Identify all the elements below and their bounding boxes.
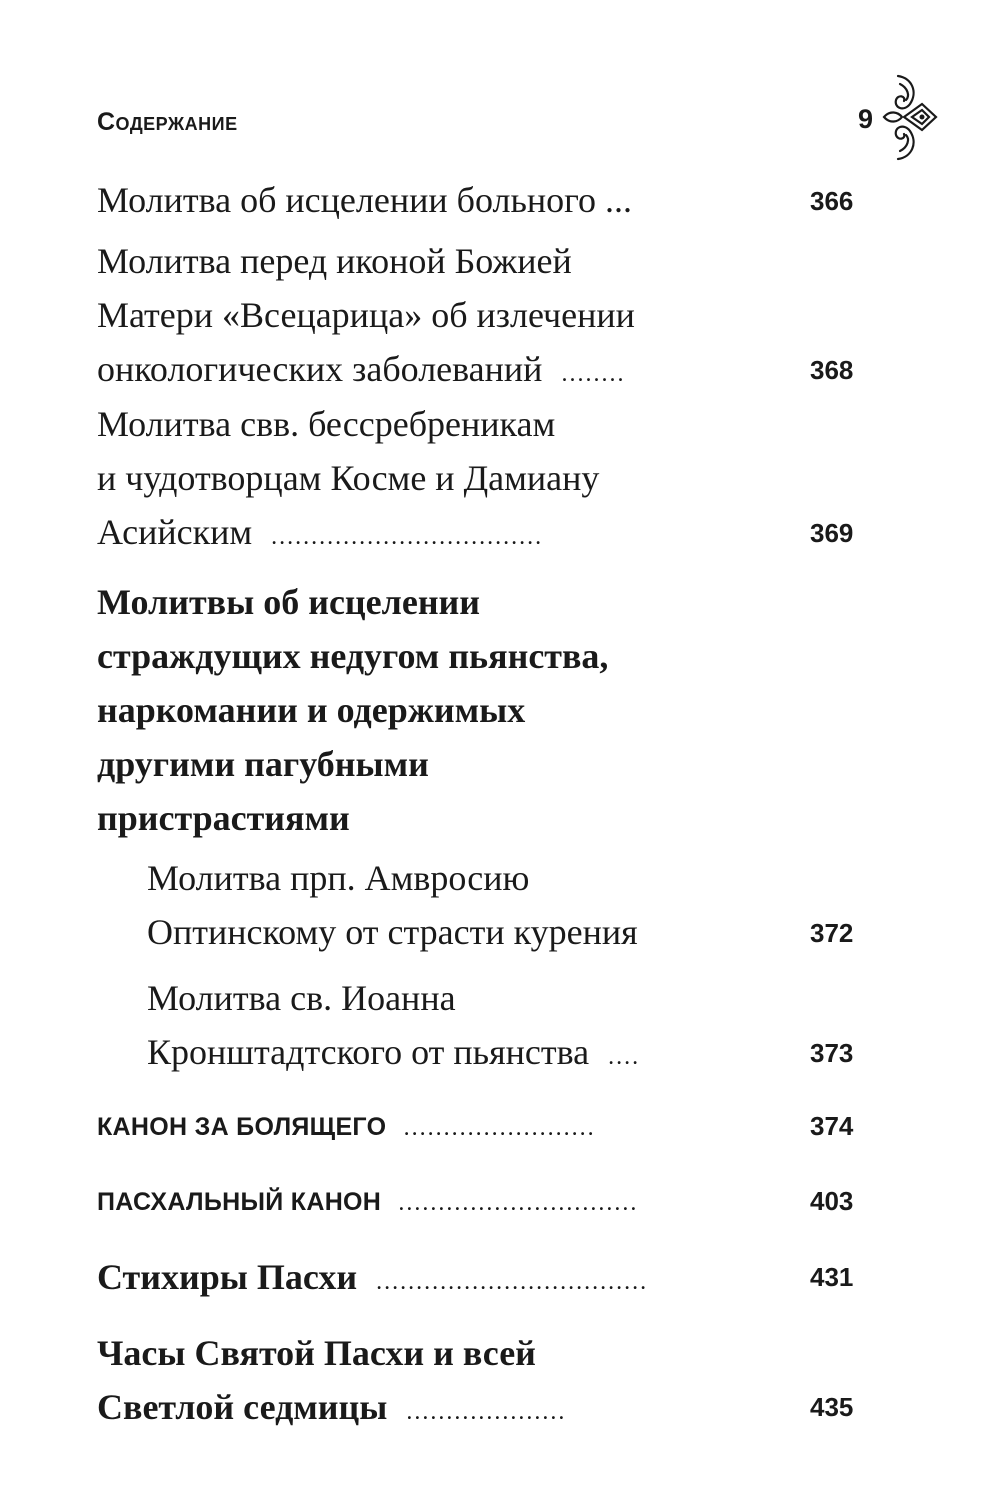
section-heading-line: страждущих недугом пьянства, [97,636,609,676]
toc-page-number: 373 [810,1038,854,1068]
toc-leader-dots: ........................ [403,1115,596,1141]
toc-entry[interactable] [0,1326,1000,1434]
toc-entry[interactable] [0,234,1000,396]
toc-entry-last-line [97,1380,758,1434]
toc-entry[interactable] [0,397,1000,559]
toc-page-number: 431 [810,1262,854,1292]
toc-entry[interactable] [0,971,1000,1079]
toc-leader-dots: .... [608,1044,641,1070]
toc-entry-title: Молитва св. Иоанна [147,978,456,1018]
toc-entry-title: Стихиры Пасхи [97,1257,358,1297]
toc-entry-last-line [97,1107,758,1147]
toc-page-number: 403 [810,1186,854,1216]
toc-leader-dots: .................................. [376,1269,649,1295]
toc-entry-title: Молитва об исцелении больного ... [97,180,633,220]
toc-entry-title: ПАСХАЛЬНЫЙ КАНОН [97,1188,382,1216]
toc-entry-last-line [97,1182,758,1222]
toc-entry[interactable] [0,1107,1000,1147]
toc-entry-last-line [147,1025,758,1079]
toc-entry-title: Кронштадтского от пьянства [147,1032,590,1072]
toc-page-number: 366 [810,186,854,216]
toc-entry-title: Молитва свв. бессребреникам [97,404,556,444]
toc-entry-title: Молитва перед иконой Божией [97,241,572,281]
section-heading-line: наркомании и одержимых [97,690,526,730]
section-heading-line: пристрастиями [97,798,350,838]
page-number: 9 [857,104,873,134]
toc-entry[interactable] [0,851,1000,959]
toc-leader-dots: ........ [561,361,626,387]
toc-page-number: 435 [810,1392,854,1422]
toc-entry-title: Оптинскому от страсти курения [147,912,638,952]
toc-entry-title: Матери «Всецарица» об излечении [97,295,635,335]
toc-entry[interactable] [0,1182,1000,1222]
section-heading-line: другими пагубными [97,744,429,784]
toc-entry-title: Молитва прп. Амвросию [147,858,530,898]
toc-entry-last-line [97,342,758,396]
toc-page-number: 368 [810,355,854,385]
toc-page-number: 372 [810,918,854,948]
toc-entry-title: онкологических заболеваний [97,349,543,389]
toc-entry[interactable] [0,1250,1000,1304]
toc-page-number: 374 [810,1111,854,1141]
toc-leader-dots: .................................. [271,524,544,550]
toc-page-number: 369 [810,518,854,548]
toc-entry-title: Светлой седмицы [97,1387,388,1427]
toc-entry[interactable] [0,173,1000,227]
running-title: Содержание [97,108,238,136]
toc-entry-last-line [97,1250,758,1304]
toc-leader-dots: .............................. [398,1190,639,1216]
toc-entry-title: Асийским [97,512,253,552]
toc-leader-dots: .................... [406,1399,567,1425]
section-heading-line: Молитвы об исцелении [97,582,481,622]
toc-entry-title: КАНОН ЗА БОЛЯЩЕГО [97,1113,387,1141]
toc-section-heading[interactable] [0,575,1000,845]
toc-entry-title: Часы Святой Пасхи и всей [97,1333,536,1373]
fleuron-ornament-icon [878,70,938,165]
toc-entry-title: и чудотворцам Косме и Дамиану [97,458,600,498]
toc-entry-last-line [97,505,758,559]
